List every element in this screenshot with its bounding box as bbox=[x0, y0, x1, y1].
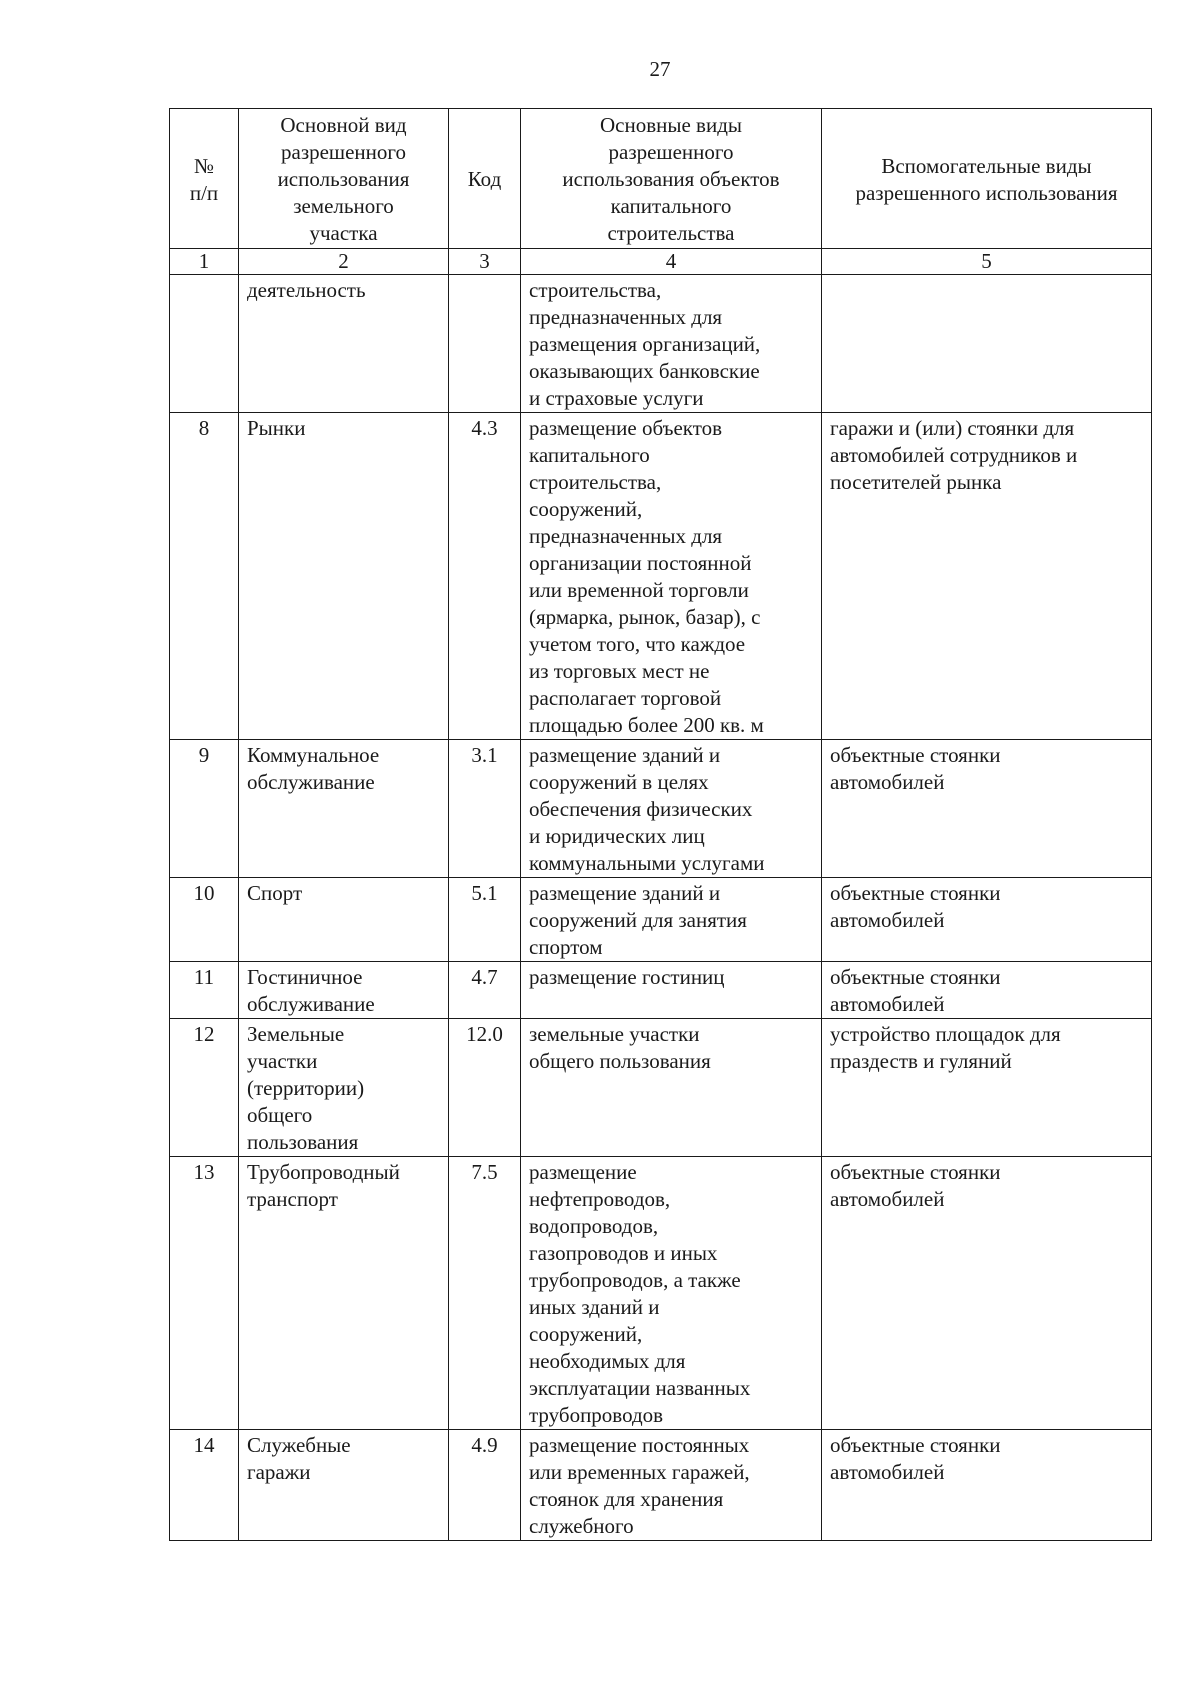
column-number: 5 bbox=[822, 249, 1152, 275]
capital-uses-cell: размещение нефтепроводов, водопроводов, газопроводов и иных трубопроводов, а также иных зданий и сооружений, необходимых для эксплуатации названных трубопроводов bbox=[521, 1157, 822, 1430]
table-row bbox=[170, 1019, 1152, 1157]
capital-uses-cell: размещение зданий и сооружений для занятия спортом bbox=[521, 878, 822, 962]
auxiliary-uses-cell: объектные стоянки автомобилей bbox=[822, 962, 1152, 1019]
main-use-cell: Гостиничное обслуживание bbox=[239, 962, 449, 1019]
auxiliary-uses-cell: объектные стоянки автомобилей bbox=[822, 740, 1152, 878]
column-number: 1 bbox=[170, 249, 239, 275]
row-number: 13 bbox=[170, 1157, 239, 1430]
main-use-cell: Земельные участки (территории) общего пользования bbox=[239, 1019, 449, 1157]
capital-uses-cell: размещение объектов капитального строительства, сооружений, предназначенных для организации постоянной или временной торговли (ярмарка, рынок, базар), с учетом того, что каждое из торговых мест не располагает торговой площадью более 200 кв. м bbox=[521, 413, 822, 740]
code-cell: 12.0 bbox=[449, 1019, 521, 1157]
page-number: 27 bbox=[649, 57, 671, 81]
column-number: 3 bbox=[449, 249, 521, 275]
main-use-cell: Спорт bbox=[239, 878, 449, 962]
table-row bbox=[170, 1430, 1152, 1541]
table-row bbox=[170, 1157, 1152, 1430]
main-use-cell: Трубопроводный транспорт bbox=[239, 1157, 449, 1430]
main-use-cell: Коммунальное обслуживание bbox=[239, 740, 449, 878]
row-number bbox=[170, 275, 239, 413]
auxiliary-uses-cell: объектные стоянки автомобилей bbox=[822, 878, 1152, 962]
column-number: 2 bbox=[239, 249, 449, 275]
main-use-cell: Рынки bbox=[239, 413, 449, 740]
header-number: № п/п bbox=[170, 109, 239, 249]
main-use-cell: деятельность bbox=[239, 275, 449, 413]
main-use-cell: Служебные гаражи bbox=[239, 1430, 449, 1541]
table-row bbox=[170, 962, 1152, 1019]
code-cell: 3.1 bbox=[449, 740, 521, 878]
code-cell: 5.1 bbox=[449, 878, 521, 962]
table-row bbox=[170, 275, 1152, 413]
auxiliary-uses-cell: объектные стоянки автомобилей bbox=[822, 1157, 1152, 1430]
row-number: 8 bbox=[170, 413, 239, 740]
row-number: 14 bbox=[170, 1430, 239, 1541]
header-auxiliary-uses: Вспомогательные виды разрешенного использования bbox=[822, 109, 1152, 249]
header-capital-uses: Основные виды разрешенного использования объектов капитального строительства bbox=[521, 109, 822, 249]
capital-uses-cell: размещение постоянных или временных гаражей, стоянок для хранения служебного bbox=[521, 1430, 822, 1541]
capital-uses-cell: земельные участки общего пользования bbox=[521, 1019, 822, 1157]
auxiliary-uses-cell: объектные стоянки автомобилей bbox=[822, 1430, 1152, 1541]
row-number: 12 bbox=[170, 1019, 239, 1157]
code-cell: 7.5 bbox=[449, 1157, 521, 1430]
code-cell: 4.9 bbox=[449, 1430, 521, 1541]
capital-uses-cell: строительства, предназначенных для размещения организаций, оказывающих банковские и страховые услуги bbox=[521, 275, 822, 413]
row-number: 11 bbox=[170, 962, 239, 1019]
table-header-row bbox=[170, 109, 1152, 249]
auxiliary-uses-cell bbox=[822, 275, 1152, 413]
table-row bbox=[170, 413, 1152, 740]
code-cell bbox=[449, 275, 521, 413]
capital-uses-cell: размещение зданий и сооружений в целях обеспечения физических и юридических лиц коммунальными услугами bbox=[521, 740, 822, 878]
code-cell: 4.7 bbox=[449, 962, 521, 1019]
table-row bbox=[170, 878, 1152, 962]
column-number: 4 bbox=[521, 249, 822, 275]
auxiliary-uses-cell: устройство площадок для праздеств и гуляний bbox=[822, 1019, 1152, 1157]
code-cell: 4.3 bbox=[449, 413, 521, 740]
row-number: 10 bbox=[170, 878, 239, 962]
row-number: 9 bbox=[170, 740, 239, 878]
header-main-use: Основной вид разрешенного использования земельного участка bbox=[239, 109, 449, 249]
auxiliary-uses-cell: гаражи и (или) стоянки для автомобилей сотрудников и посетителей рынка bbox=[822, 413, 1152, 740]
column-number-row bbox=[170, 249, 1152, 275]
capital-uses-cell: размещение гостиниц bbox=[521, 962, 822, 1019]
table-row bbox=[170, 740, 1152, 878]
land-use-table bbox=[169, 108, 1152, 1541]
header-code: Код bbox=[449, 109, 521, 249]
